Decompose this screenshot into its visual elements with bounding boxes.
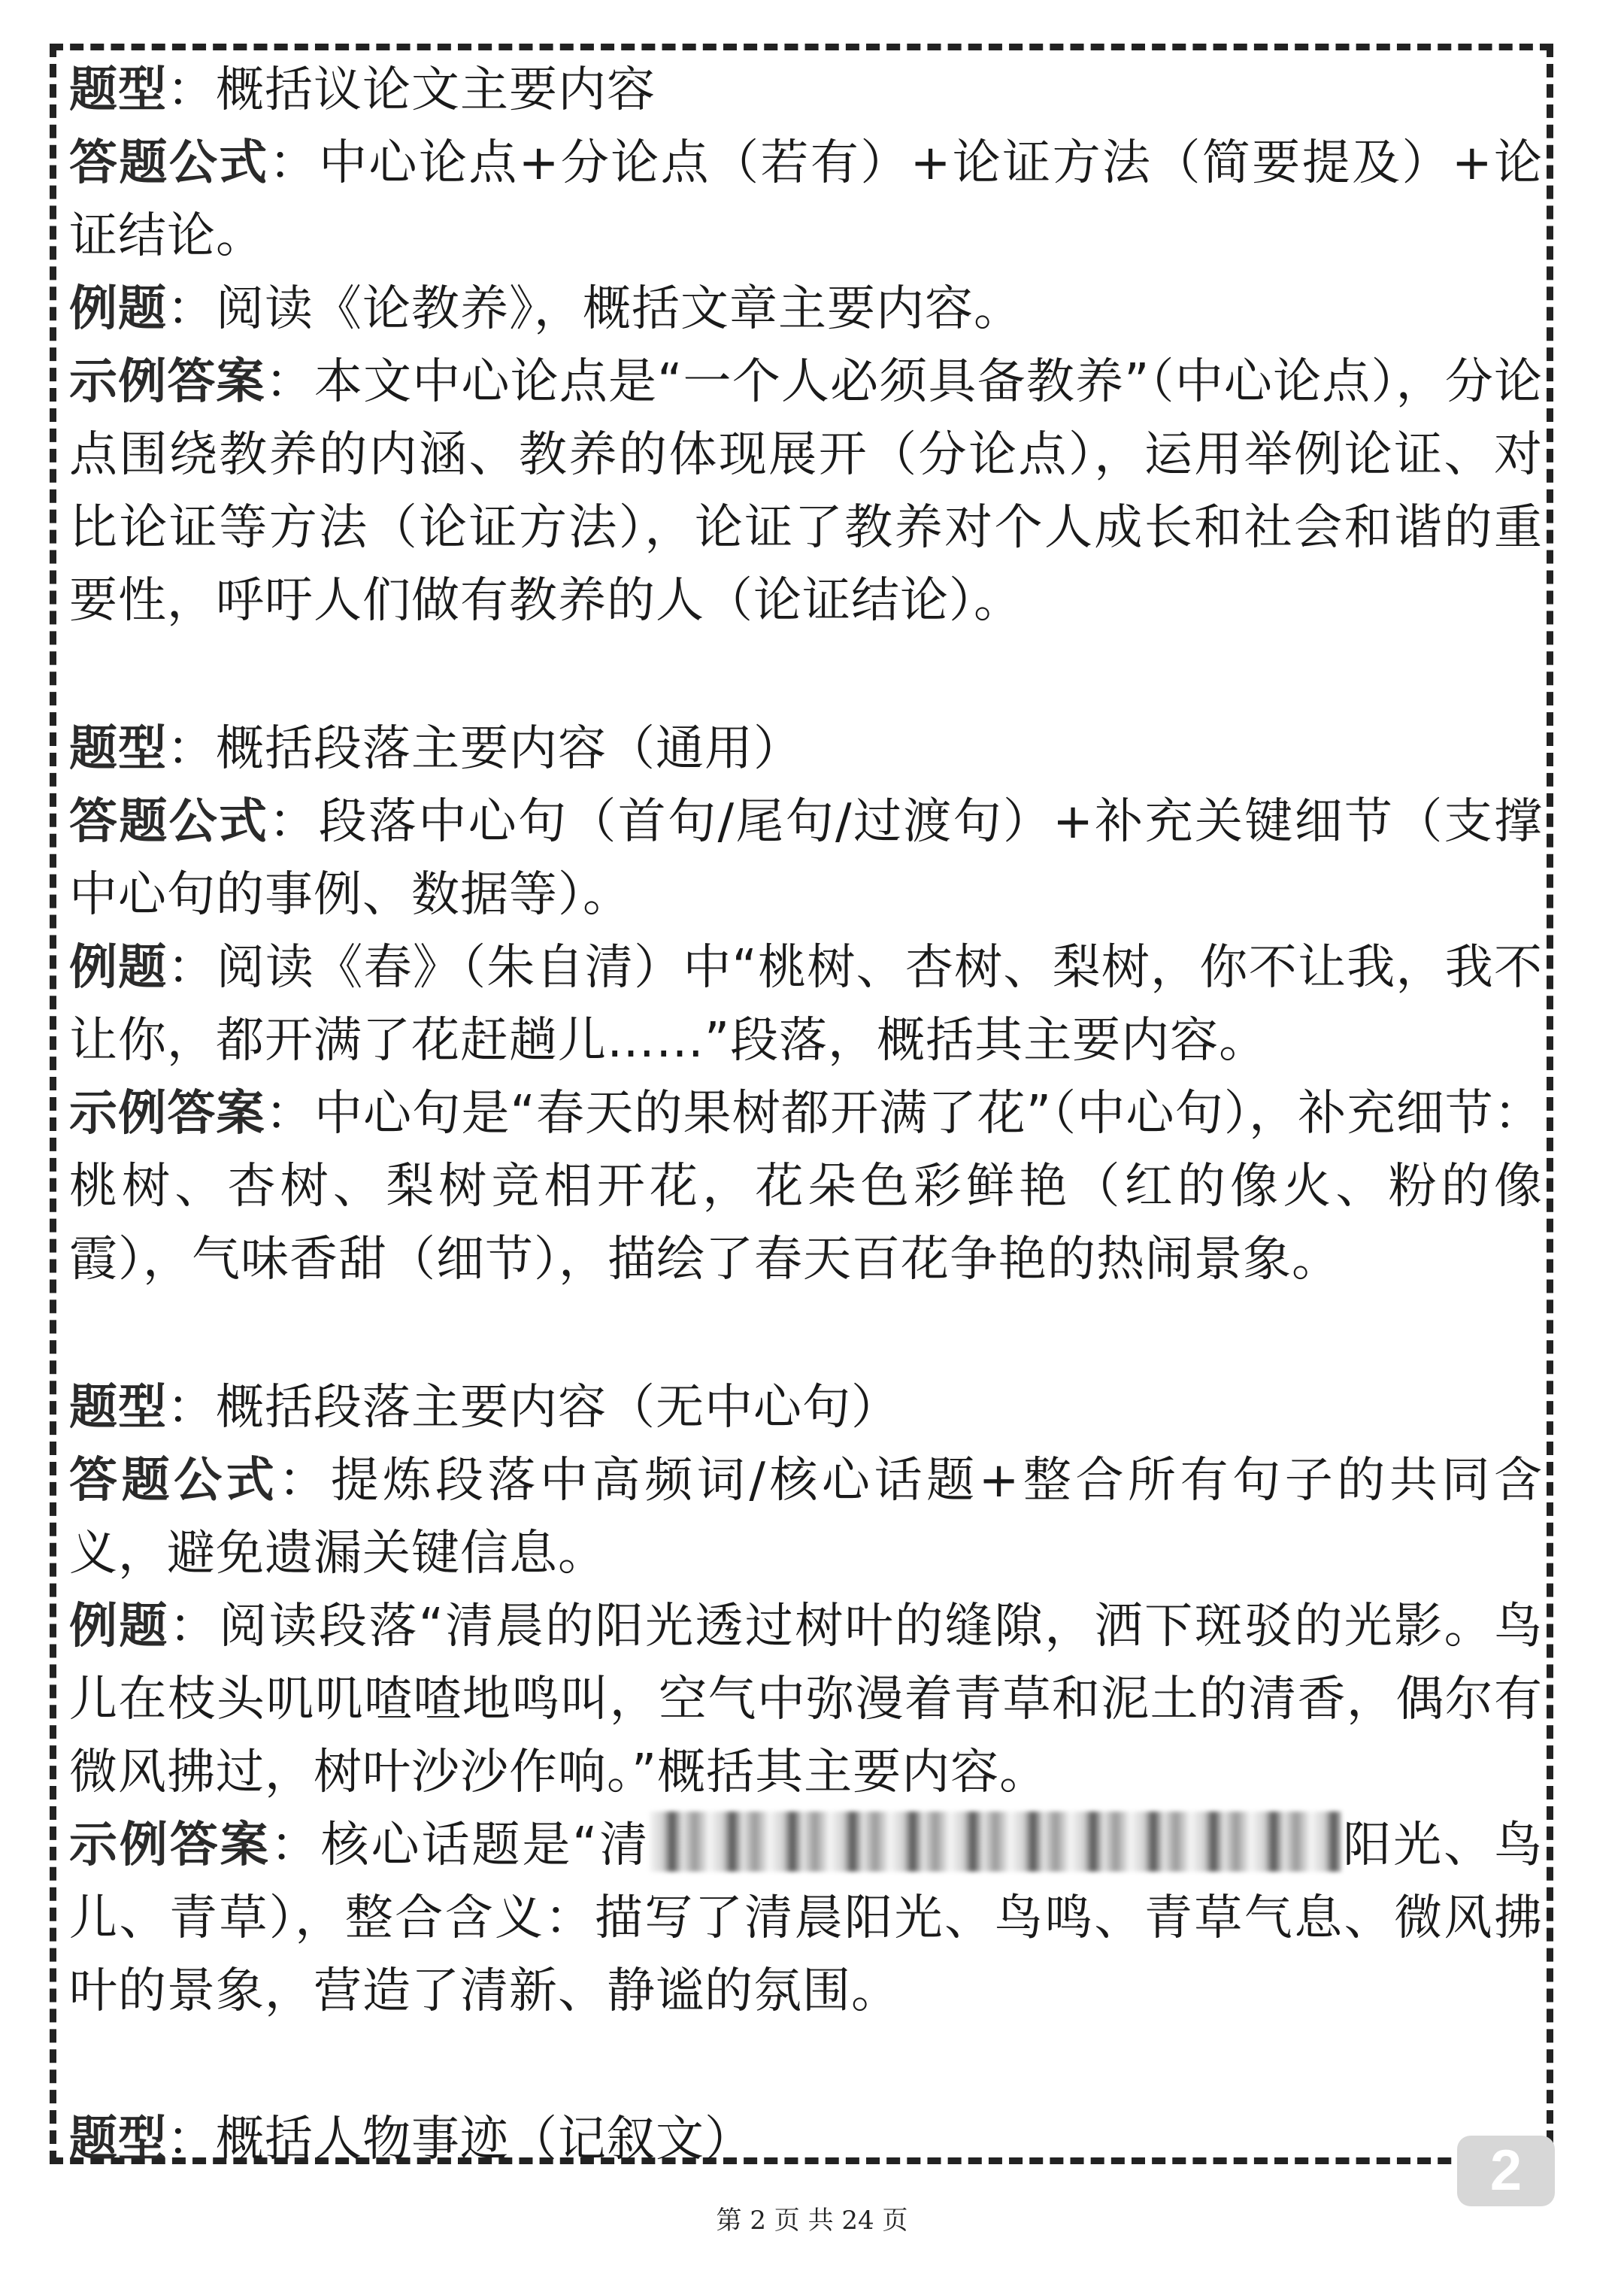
type-label: 题型 bbox=[69, 1380, 167, 1436]
formula-text: ：段落中心句（首句/尾句/过渡句）+补充关键细节（支撑中心句的事例、数据等）。 bbox=[69, 794, 1544, 923]
question-type bbox=[69, 713, 1543, 786]
answer-formula bbox=[69, 1445, 1543, 1590]
page-footer: 第 2 页 共 24 页 bbox=[716, 2206, 908, 2236]
example-question bbox=[69, 1590, 1543, 1809]
section-3 bbox=[69, 1372, 1543, 2028]
type-text: ：概括议论文主要内容 bbox=[167, 62, 656, 118]
answer-text-after: 阳光、鸟儿、青草），整合含义：描写了清晨阳光、鸟鸣、青草气息、微风拂叶的景象，营造了清新、静谧的氛围。 bbox=[69, 1818, 1544, 2019]
example-question bbox=[69, 932, 1543, 1078]
formula-label: 答题公式 bbox=[69, 794, 269, 850]
type-text: ：概括段落主要内容（无中心句） bbox=[167, 1380, 900, 1436]
sample-answer bbox=[69, 1078, 1543, 1296]
answer-formula bbox=[69, 127, 1543, 273]
type-label: 题型 bbox=[69, 2112, 167, 2167]
sample-answer bbox=[69, 1809, 1543, 2028]
type-label: 题型 bbox=[69, 721, 167, 777]
sample-answer bbox=[69, 346, 1543, 638]
answer-label: 示例答案 bbox=[69, 354, 265, 410]
type-text: ：概括段落主要内容（通用） bbox=[167, 721, 802, 777]
example-label: 例题 bbox=[69, 940, 168, 996]
answer-text: ：本文中心论点是“一个人必须具备教养”（中心论点），分论点围绕教养的内涵、教养的体现展开（分论点），运用举例论证、对比论证等方法（论证方法），论证了教养对个人成长和社会和谐的重要性，呼吁人们做有教养的人（论证结论）。 bbox=[69, 354, 1543, 629]
answer-label: 示例答案 bbox=[69, 1818, 271, 1873]
answer-formula bbox=[69, 786, 1543, 932]
question-type bbox=[69, 1372, 1543, 1445]
example-text: ：阅读《论教养》，概括文章主要内容。 bbox=[167, 281, 1023, 337]
type-label: 题型 bbox=[69, 62, 167, 118]
example-label: 例题 bbox=[69, 281, 167, 337]
answer-text-before: ：核心话题是“清 bbox=[270, 1818, 650, 1873]
example-label: 例题 bbox=[69, 1599, 169, 1654]
answer-label: 示例答案 bbox=[69, 1086, 265, 1142]
formula-text: ：提炼段落中高频词/核心话题+整合所有句子的共同含义，避免遗漏关键信息。 bbox=[69, 1453, 1544, 1581]
type-text: ：概括人物事迹（记叙文） bbox=[167, 2112, 753, 2167]
formula-label: 答题公式 bbox=[69, 135, 269, 191]
formula-label: 答题公式 bbox=[69, 1453, 279, 1508]
page-number-badge: 2 bbox=[1457, 2136, 1555, 2206]
example-text: ：阅读段落“清晨的阳光透过树叶的缝隙，洒下斑驳的光影。鸟儿在枝头叽叽喳喳地鸣叫，空气中弥漫着青草和泥土的清香，偶尔有微风拂过，树叶沙沙作响。”概括其主要内容。 bbox=[69, 1599, 1544, 1800]
formula-text: ：中心论点+分论点（若有）+论证方法（简要提及）+论证结论。 bbox=[69, 135, 1544, 264]
example-question bbox=[69, 273, 1543, 346]
document-content bbox=[69, 54, 1543, 2176]
question-type bbox=[69, 54, 1543, 127]
question-type bbox=[69, 2103, 1543, 2176]
answer-text: ：中心句是“春天的果树都开满了花”（中心句），补充细节：桃树、杏树、梨树竞相开花，花朵色彩鲜艳（红的像火、粉的像霞），气味香甜（细节），描绘了春天百花争艳的热闹景象。 bbox=[69, 1086, 1543, 1287]
section-1 bbox=[69, 54, 1543, 638]
section-4 bbox=[69, 2103, 1543, 2176]
section-2 bbox=[69, 713, 1543, 1296]
example-text: ：阅读《春》（朱自清）中“桃树、杏树、梨树，你不让我，我不让你，都开满了花赶趟儿……”段落，概括其主要内容。 bbox=[69, 940, 1544, 1069]
blurred-redaction bbox=[650, 1812, 1341, 1872]
